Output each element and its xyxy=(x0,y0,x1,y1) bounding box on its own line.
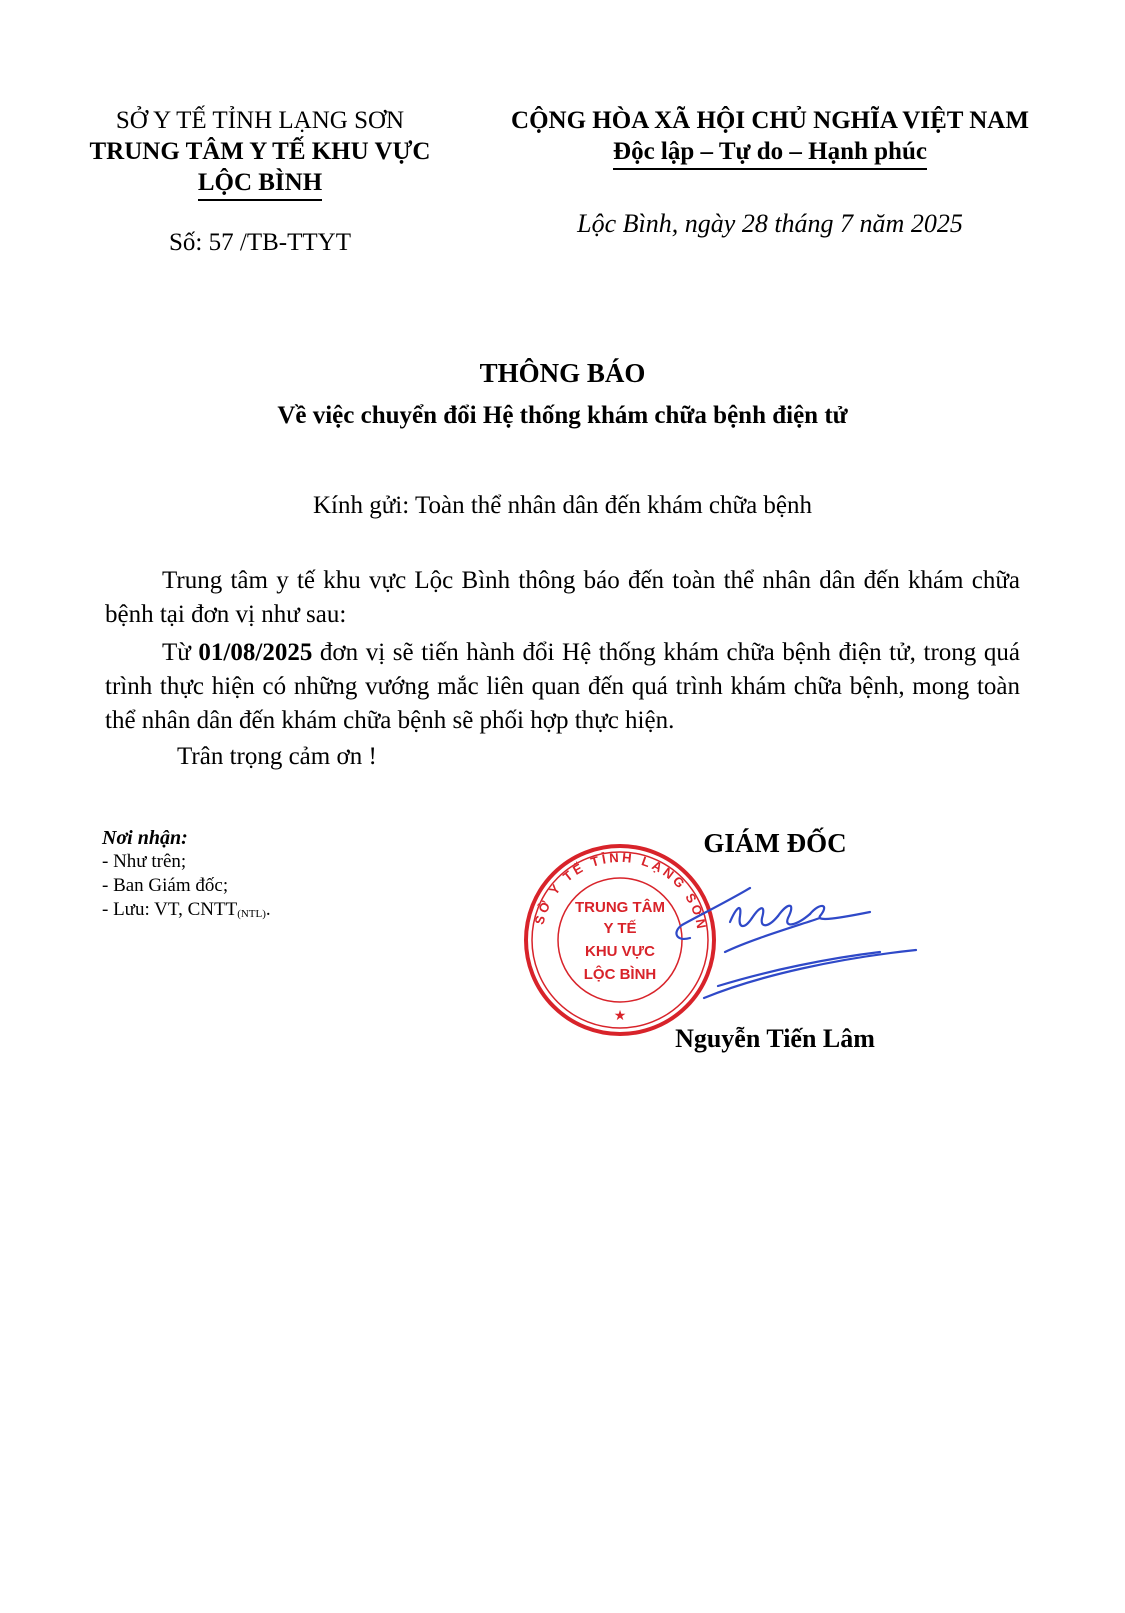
svg-text:KHU VỰC: KHU VỰC xyxy=(585,943,655,960)
closing-thanks: Trân trọng cảm ơn ! xyxy=(177,743,377,770)
signer-name: Nguyễn Tiến Lâm xyxy=(675,1024,875,1053)
archive-period: . xyxy=(265,899,271,920)
issuing-agency-block xyxy=(60,105,460,258)
body-paragraph-1: Trung tâm y tế khu vực Lộc Bình thông báo đến toàn thể nhân dân đến khám chữa bệnh tại đơn vị như sau: xyxy=(105,567,1020,628)
organization-name-line2: LỘC BÌNH xyxy=(198,167,322,201)
svg-text:★: ★ xyxy=(613,1008,627,1024)
national-header-block xyxy=(470,105,1070,239)
archive-initials: (NTL) xyxy=(237,908,266,920)
body-paragraph-2 xyxy=(105,636,1020,738)
svg-text:Y TẾ: Y TẾ xyxy=(603,920,637,937)
organization-name-line1: TRUNG TÂM Y TẾ KHU VỰC xyxy=(89,138,431,165)
recipient-item: - Như trên; xyxy=(102,851,187,872)
department-name: SỞ Y TẾ TỈNH LẠNG SƠN xyxy=(115,107,405,134)
document-title: THÔNG BÁO xyxy=(479,358,646,388)
document-body xyxy=(105,564,1020,774)
national-motto: Độc lập – Tự do – Hạnh phúc xyxy=(613,136,927,170)
recipient-line: Kính gửi: Toàn thể nhân dân đến khám chữa bệnh xyxy=(312,492,813,519)
recipient-item: - Ban Giám đốc; xyxy=(102,875,229,896)
director-signature-icon xyxy=(670,880,930,1020)
country-name: CỘNG HÒA XÃ HỘI CHỦ NGHĨA VIỆT NAM xyxy=(511,107,1029,134)
paragraph-2-text: đơn vị sẽ tiến hành đổi Hệ thống khám chữa bệnh điện tử, trong quá trình thực hiện có những vướng mắc liên quan đến quá trình khám chữa bệnh, mong toàn thể nhân dân đến khám chữa bệnh sẽ phối hợp thực hiện. xyxy=(105,639,1020,734)
recipient-item-archive xyxy=(102,898,271,926)
effective-date: 01/08/2025 xyxy=(198,639,313,666)
svg-text:LỘC BÌNH: LỘC BÌNH xyxy=(583,966,657,983)
svg-text:TRUNG TÂM: TRUNG TÂM xyxy=(575,899,665,916)
archive-label: - Lưu: VT, CNTT xyxy=(102,899,238,920)
document-date: Lộc Bình, ngày 28 tháng 7 năm 2025 xyxy=(577,209,963,238)
paragraph-2-prefix: Từ xyxy=(162,639,199,666)
document-number: Số: 57 /TB-TTYT xyxy=(169,229,351,256)
recipients-heading: Nơi nhận: xyxy=(102,827,188,849)
signer-title: GIÁM ĐỐC xyxy=(703,828,847,858)
recipients-list xyxy=(102,826,271,926)
svg-text:SỞ Y TẾ TỈNH LẠNG SƠN: SỞ Y TẾ TỈNH LẠNG SƠN xyxy=(531,849,710,933)
document-subtitle: Về việc chuyển đổi Hệ thống khám chữa bệnh điện tử xyxy=(277,402,848,429)
